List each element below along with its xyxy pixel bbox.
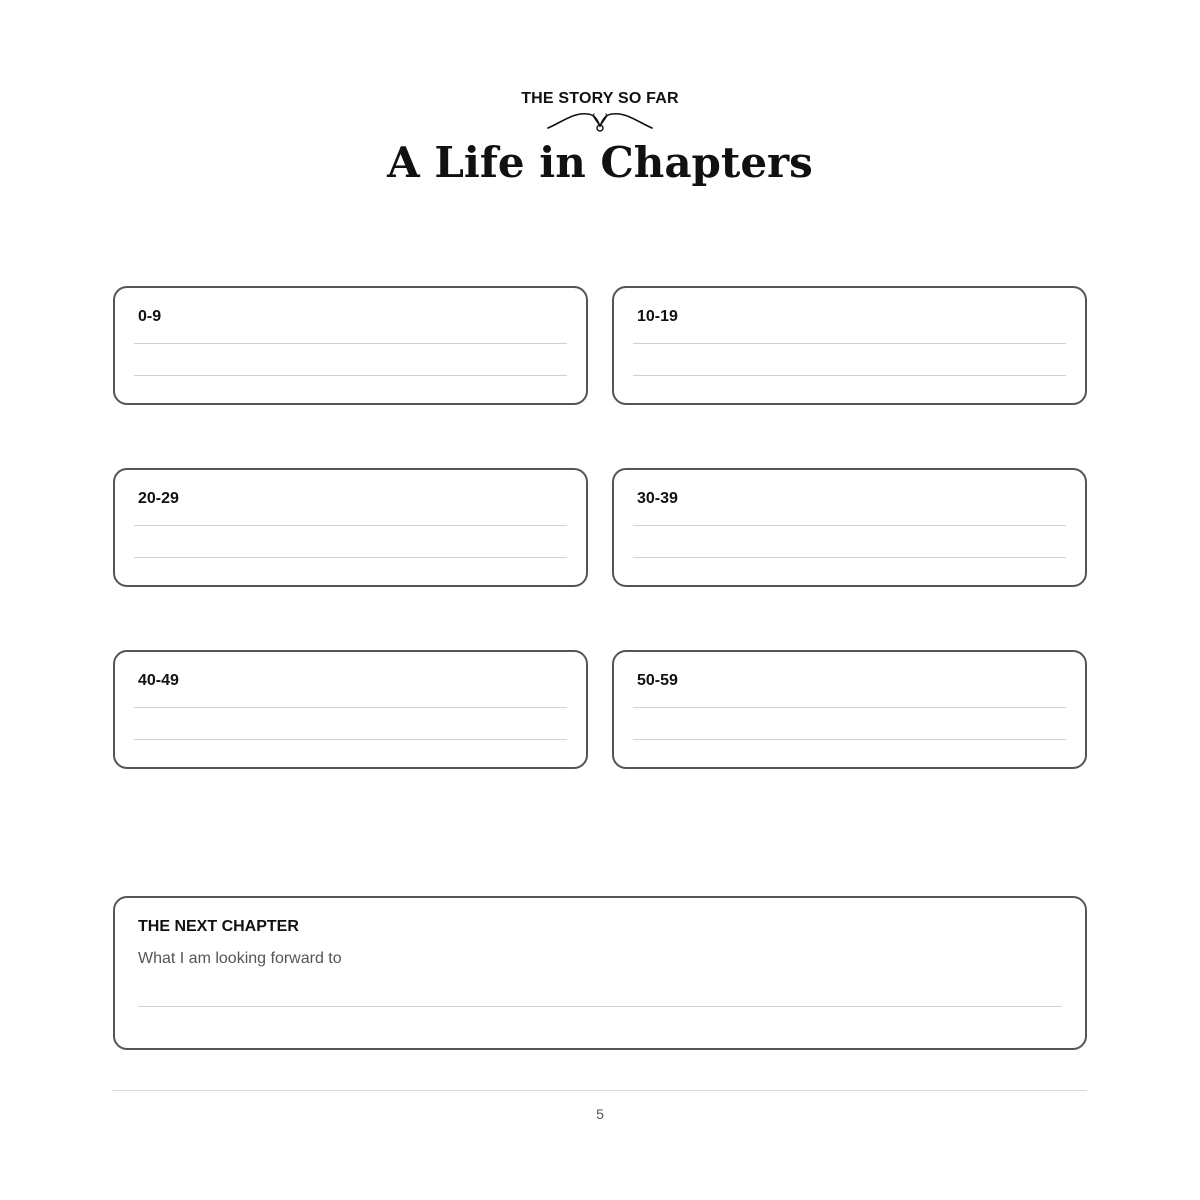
- writing-line[interactable]: [633, 557, 1066, 558]
- chapter-card-50-59[interactable]: [612, 650, 1087, 769]
- writing-line[interactable]: [134, 707, 567, 708]
- writing-line[interactable]: [134, 343, 567, 344]
- writing-line[interactable]: [134, 739, 567, 740]
- chapter-card-0-9[interactable]: [113, 286, 588, 405]
- page-title: A Life in Chapters: [387, 138, 813, 187]
- footer-divider: [112, 1090, 1087, 1091]
- next-chapter-card[interactable]: [113, 896, 1087, 1050]
- chapter-card-20-29[interactable]: [113, 468, 588, 587]
- writing-line[interactable]: [633, 707, 1066, 708]
- writing-line[interactable]: [633, 525, 1066, 526]
- chapter-label: 30-39: [637, 490, 678, 507]
- chapter-card-10-19[interactable]: [612, 286, 1087, 405]
- writing-line[interactable]: [134, 557, 567, 558]
- chapter-label: 0-9: [138, 308, 162, 325]
- writing-line[interactable]: [134, 375, 567, 376]
- writing-line[interactable]: [633, 375, 1066, 376]
- page-number: 5: [596, 1106, 604, 1122]
- chapter-card-30-39[interactable]: [612, 468, 1087, 587]
- writing-line[interactable]: [138, 1006, 1062, 1007]
- section-eyebrow: THE STORY SO FAR: [521, 90, 679, 107]
- next-chapter-prompt: What I am looking forward to: [138, 950, 342, 967]
- chapter-label: 10-19: [637, 308, 678, 325]
- swash-flourish-icon: [546, 108, 654, 134]
- next-chapter-heading: THE NEXT CHAPTER: [138, 918, 299, 935]
- writing-line[interactable]: [134, 525, 567, 526]
- writing-line[interactable]: [633, 343, 1066, 344]
- chapter-label: 40-49: [138, 672, 179, 689]
- chapter-label: 50-59: [637, 672, 678, 689]
- chapter-card-40-49[interactable]: [113, 650, 588, 769]
- chapter-label: 20-29: [138, 490, 179, 507]
- writing-line[interactable]: [633, 739, 1066, 740]
